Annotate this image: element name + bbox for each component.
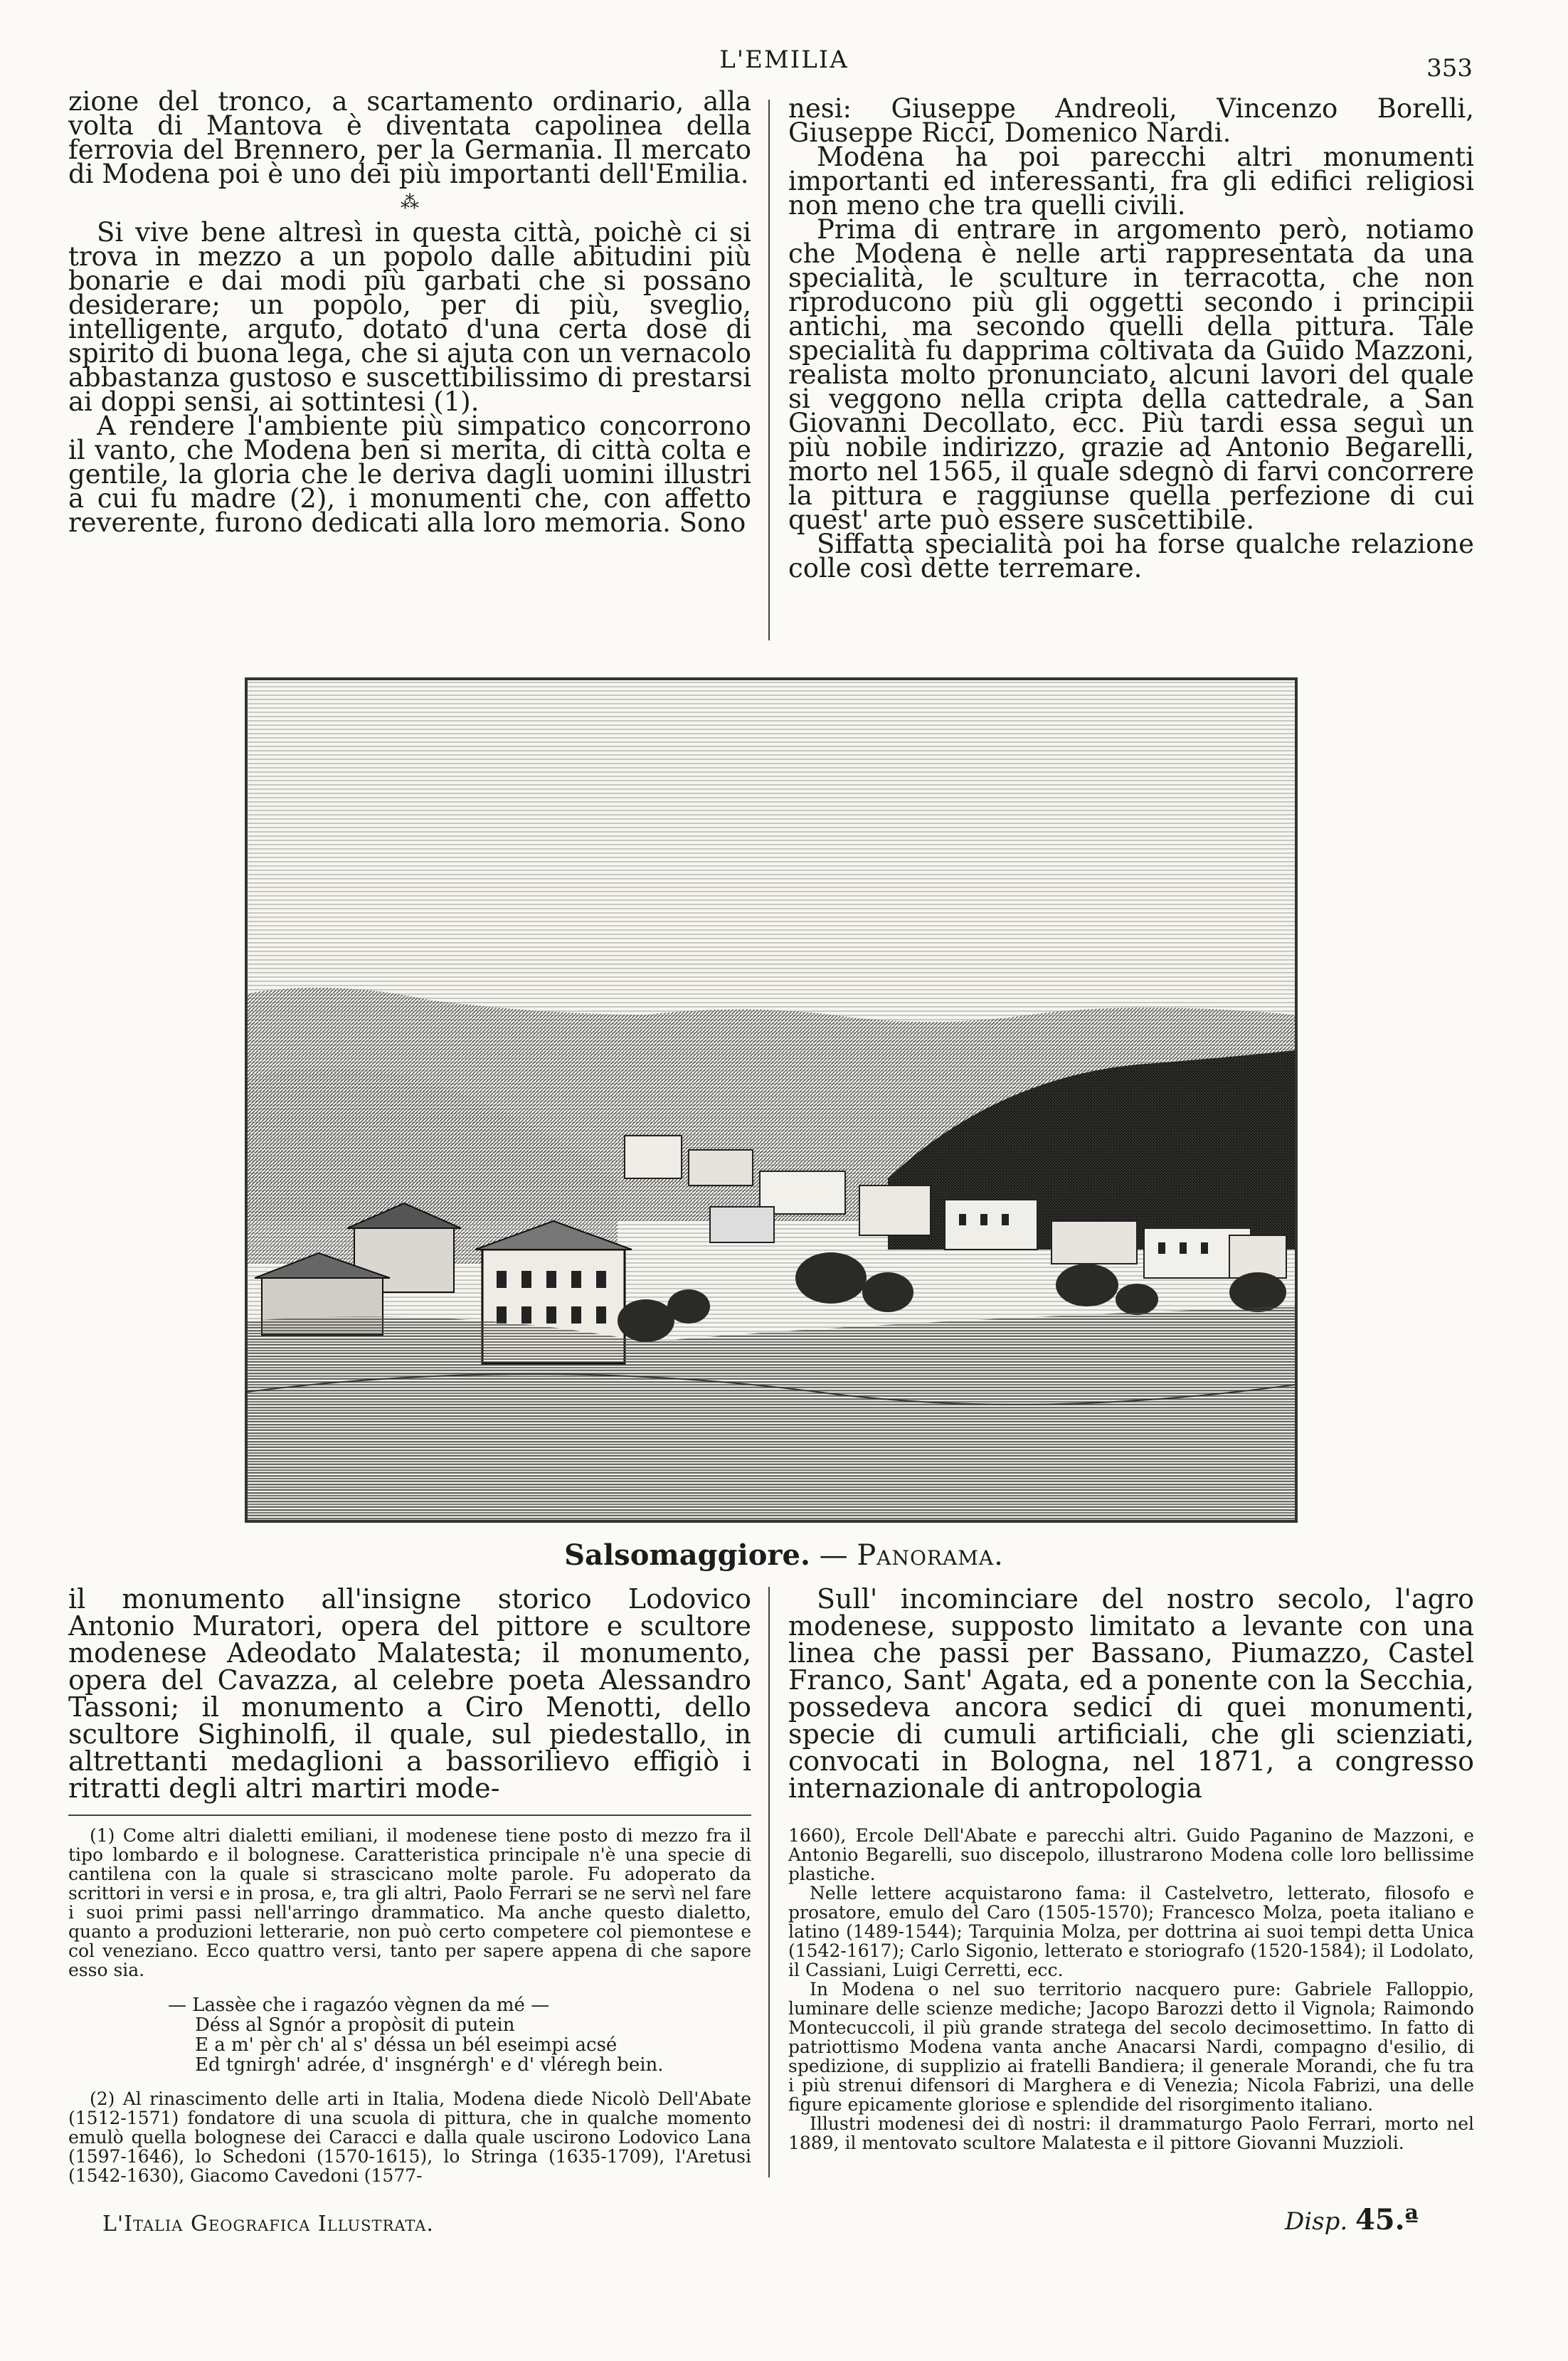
publication-title: L'Italia Geografica Illustrata. — [102, 2212, 434, 2236]
paragraph: Sull' incominciare del nostro secolo, l'agro modenese, supposto limitato a levante con una linea che passi per Bassano, Piumazzo, Castel Franco, Sant' Agata, ed a ponente con la Secchia, possedeva ancora sedici di quei monumenti, specie di cumuli artificiali, che gli scienziati, convocati in Bologna, nel 1871, a congresso internazionale di antropologia — [788, 1583, 1474, 1804]
footnote-1: (1) Come altri dialetti emiliani, il modenese tiene posto di mezzo fra il tipo lombardo e il bolognese. Caratteristica principale n'è una specie di cantilena con la quale si strascicano molte parole. Fu adoperato da scrittori in versi e in prosa, e, tra gli altri, Paolo Ferrari se ne servì nel fare i suoi primi passi nell'arringo drammatico. Ma anche questo dialetto, quanto a produzioni letterarie, non può certo competere col piemontese e col veneziano. Ecco quattro versi, tanto per sapere appena di che sapore esso sia. — [68, 1825, 751, 1980]
panorama-engraving — [245, 677, 1298, 1523]
verse-line: Ed tgnirgh' adrée, d' insgnérgh' e d' vléregh bein. — [195, 2054, 664, 2076]
upper-right-column — [788, 93, 1474, 583]
footnotes-right — [788, 1826, 1474, 2153]
verse-line: Déss al Sgnór a propòsit di putein — [195, 2014, 515, 2036]
paragraph: nesi: Giuseppe Andreoli, Vincenzo Borelli, Giuseppe Ricci, Domenico Nardi. — [788, 93, 1474, 148]
lower-right-column — [788, 1585, 1474, 1802]
footnote-continued: 1660), Ercole Dell'Abate e parecchi altri. Guido Paganino de Mazzoni, e Antonio Begarelli, suo discepolo, illustrarono Modena colle loro bellissime plastiche. — [788, 1825, 1474, 1884]
running-title: L'EMILIA — [719, 46, 849, 74]
verse-line: — Lassèe che i ragazóo vègnen da mé — — [168, 1995, 550, 2016]
footnote-paragraph: Nelle lettere acquistarono fama: il Castelvetro, letterato, filosofo e prosatore, emulo del Caro (1505-1570); Francesco Molza, poeta italiano e latino (1489-1544); Tarquinia Molza, per dottrina ai suoi tempi detta Unica (1542-1617); Carlo Sigonio, letterato e storiografo (1520-1584); il Lodolato, il Cassiani, Luigi Cerretti, ecc. — [788, 1883, 1474, 1980]
landscape-illustration — [248, 680, 1295, 1520]
asterism: ⁂ — [401, 192, 419, 213]
dispensa-number: 45.ª — [1355, 2203, 1419, 2236]
foreground-field — [248, 1306, 1295, 1520]
paragraph: A rendere l'ambiente più simpatico concorrono il vanto, che Modena ben si merita, di città colta e gentile, la gloria che le deriva dagli uomini illustri a cui fu madre (2), i monumenti che, con affetto reverente, furono dedicati alla loro memoria. Sono — [68, 411, 751, 538]
paragraph: Siffatta specialità poi ha forse qualche relazione colle così dette terremare. — [788, 529, 1474, 583]
paragraph: Prima di entrare in argomento però, notiamo che Modena è nelle arti rappresentata da una specialità, le sculture in terracotta, che non riproducono più gli oggetti secondo i principii antichi, ma secondo quelli della pittura. Tale specialità fu dapprima coltivata da Guido Mazzoni, realista molto pronunciato, alcuni lavori del quale si veggono nella cripta della cattedrale, a San Giovanni Decollato, ecc. Più tardi essa seguì un più nobile indirizzo, grazie ad Antonio Begarelli, morto nel 1565, il quale sdegnò di farvi concorrere la pittura e raggiunse quella perfezione di cui quest' arte può essere suscettibile. — [788, 214, 1474, 535]
page-number: 353 — [1426, 54, 1473, 83]
footnote-rule — [68, 1815, 751, 1816]
footnote-paragraph: In Modena o nel suo territorio nacquero pure: Gabriele Falloppio, luminare delle scienze mediche; Jacopo Barozzi detto il Vignola; Raimondo Montecuccoli, il più grande stratega del secolo decimosettimo. In fatto di patriottismo Modena vanta anche Anacarsi Nardi, compagno d'esilio, di spedizione, di supplizio ai fratelli Bandiera; il generale Morandi, che fu tra i più strenui difensori di Marghera e di Venezia; Nicola Fabrizi, una delle figure epicamente gloriose e splendide del risorgimento italiano. — [788, 1979, 1474, 2115]
footnotes-left — [68, 1826, 751, 2185]
caption-place: Salsomaggiore. — [564, 1538, 810, 1572]
dispensa-mark — [1285, 2203, 1419, 2236]
column-divider — [768, 1587, 770, 2177]
verse-line: E a m' pèr ch' al s' déssa un bél eseimpi acsé — [195, 2034, 618, 2056]
dialect-verse — [168, 1995, 751, 2075]
footnote-paragraph: Illustri modenesi dei dì nostri: il drammaturgo Paolo Ferrari, morto nel 1889, il mentovato scultore Malatesta e il pittore Giovanni Muzzioli. — [788, 2113, 1474, 2153]
paragraph: Modena ha poi parecchi altri monumenti importanti ed interessanti, fra gli edifici religiosi non meno che tra quelli civili. — [788, 142, 1474, 221]
paragraph: il monumento all'insigne storico Lodovico Antonio Muratori, opera del pittore e scultore modenese Adeodato Malatesta; il monumento, opera del Cavazza, al celebre poeta Alessandro Tassoni; il monumento a Ciro Menotti, dello scultore Sighinolfi, il quale, sul piedestallo, in altrettanti medaglioni a bassorilievo effigiò i ritratti degli altri martiri mode- — [68, 1583, 751, 1804]
upper-left-column — [68, 86, 751, 538]
dispensa-label: Disp. — [1285, 2207, 1348, 2236]
footnote-2: (2) Al rinascimento delle arti in Italia, Modena diede Nicolò Dell'Abate (1512-1571) fondatore di una scuola di pittura, che in qualche momento emulò quella bolognese dei Caracci e dalla quale uscirono Lodovico Lana (1597-1646), lo Schedoni (1570-1615), lo Stringa (1635-1709), l'Aretusi (1542-1630), Giacomo Cavedoni (1577- — [68, 2088, 751, 2186]
lower-left-column — [68, 1585, 751, 1802]
caption-dash: — — [810, 1539, 857, 1572]
column-divider — [768, 100, 770, 640]
paragraph: zione del tronco, a scartamento ordinario, alla volta di Mantova è diventata capolinea della ferrovia del Brennero, per la Germania. Il mercato di Modena poi è uno dei più importanti dell'Emilia. — [68, 86, 751, 189]
paragraph: Si vive bene altresì in questa città, poichè ci si trova in mezzo a un popolo dalle abitudini più bonarie e dai modi più garbati che si possano desiderare; un popolo, per di più, sveglio, intelligente, arguto, dotato d'una certa dose di spirito di buona lega, che si ajuta con un vernacolo abbastanza gustoso e suscettibilissimo di prestarsi ai doppi sensi, ai sottintesi (1). — [68, 217, 751, 417]
caption-subject: Panorama. — [857, 1539, 1004, 1572]
figure-caption — [0, 1538, 1568, 1572]
